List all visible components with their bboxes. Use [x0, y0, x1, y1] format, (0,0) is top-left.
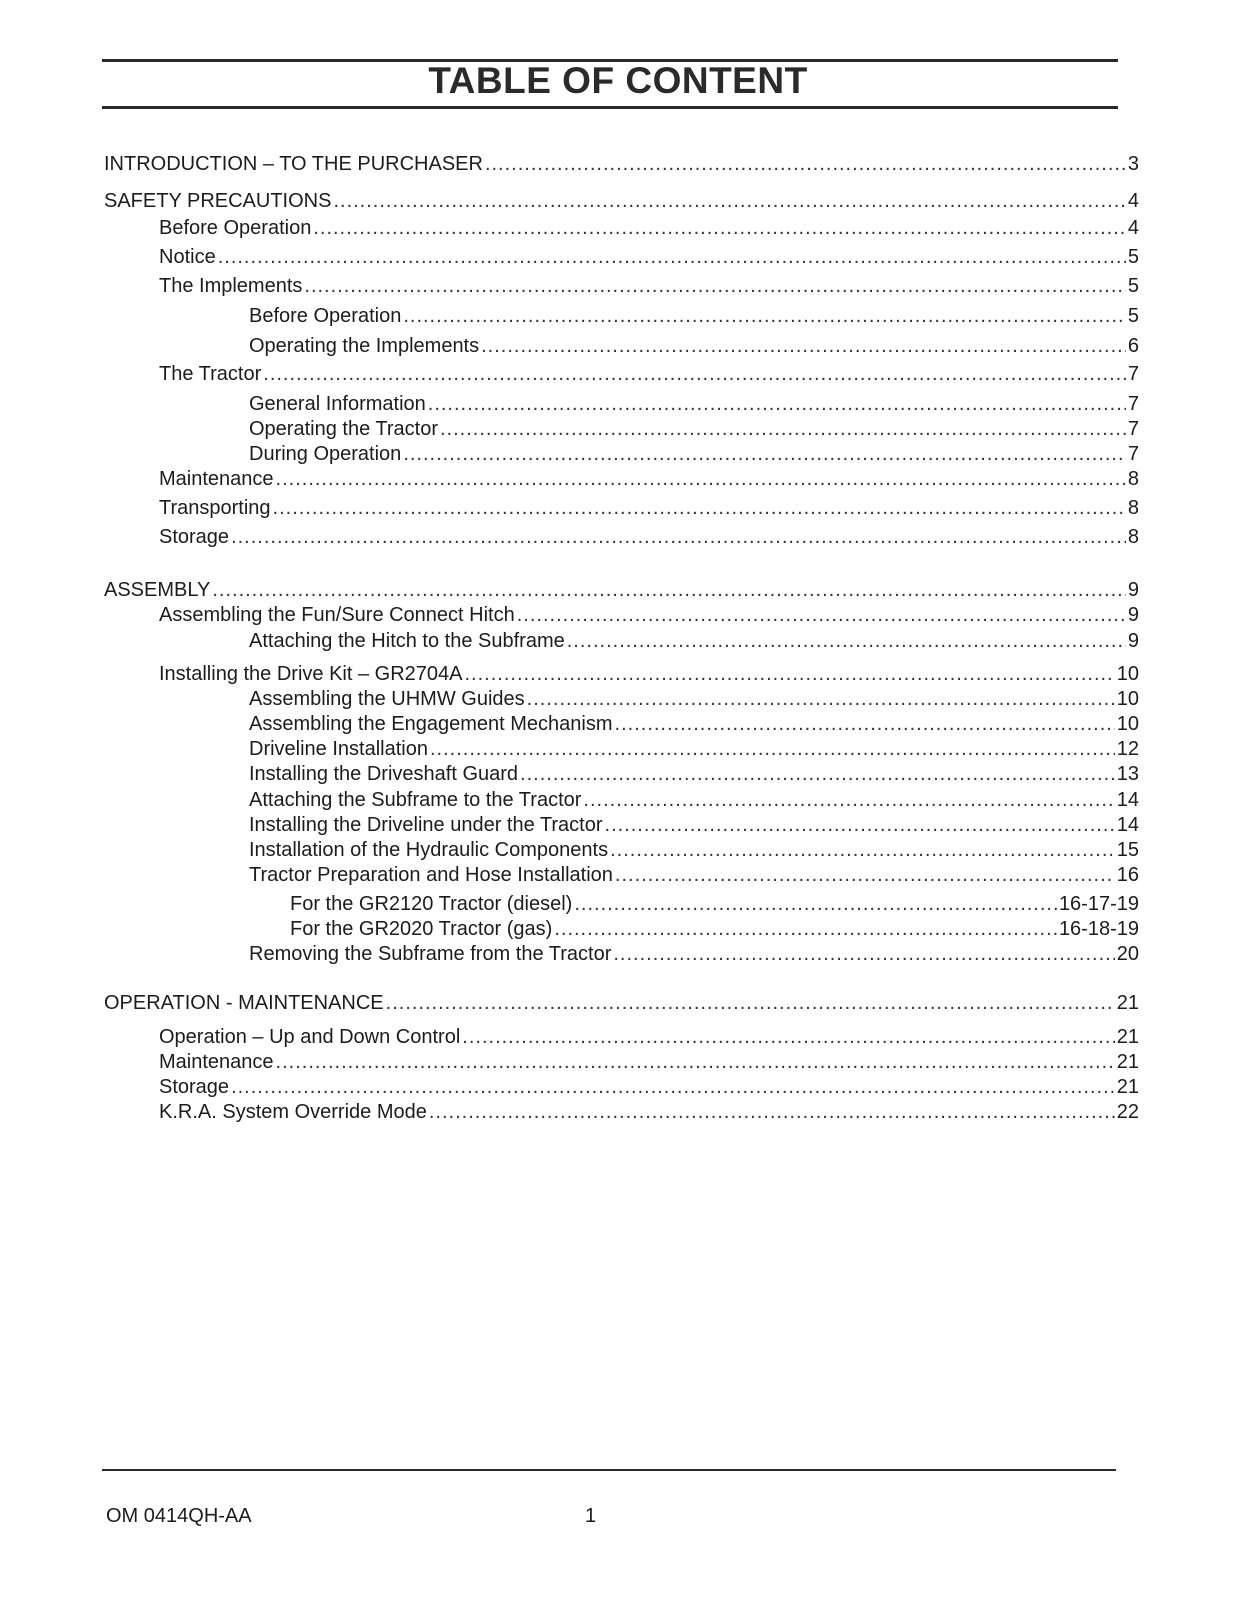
toc-entry	[249, 330, 1139, 358]
toc-entry-label: Installing the Drive Kit – GR2704A	[159, 663, 463, 685]
toc-entry-label: Storage	[159, 526, 230, 548]
toc-leader-dots	[517, 603, 1126, 627]
toc-entry-page: 7	[1127, 363, 1139, 385]
toc-entry-label: Operating the Tractor	[249, 418, 438, 440]
toc-entry-label: SAFETY PRECAUTIONS	[104, 190, 332, 212]
toc-entry-page: 4	[1127, 190, 1139, 212]
toc-entry-label: Transporting	[159, 497, 271, 519]
toc-entry-label: Maintenance	[159, 468, 274, 490]
toc-leader-dots	[273, 496, 1126, 520]
toc-leader-dots	[218, 245, 1126, 269]
toc-leader-dots	[481, 334, 1126, 358]
toc-entry-label: Installing the Driveshaft Guard	[249, 763, 519, 785]
toc-entry	[159, 241, 1139, 269]
toc-leader-dots	[333, 189, 1125, 213]
toc-entry-page: 8	[1127, 526, 1139, 548]
toc-entry-page: 16	[1116, 864, 1139, 886]
toc-leader-dots	[304, 274, 1125, 298]
toc-leader-dots	[615, 863, 1115, 887]
toc-entry-page: 10	[1116, 713, 1139, 735]
toc-leader-dots	[386, 991, 1115, 1015]
toc-entry-page: 16-17-19	[1058, 893, 1139, 915]
toc-leader-dots	[567, 629, 1126, 653]
toc-entry-page: 14	[1116, 814, 1139, 836]
toc-entry-page: 21	[1116, 992, 1139, 1014]
toc-entry	[249, 834, 1139, 862]
toc-entry	[249, 938, 1139, 966]
toc-entry-label: During Operation	[249, 443, 402, 465]
page-title: TABLE OF CONTENT	[428, 60, 808, 101]
toc-entry-page: 8	[1127, 497, 1139, 519]
top-rule-lower	[102, 106, 1118, 109]
toc-entry	[104, 987, 1139, 1015]
toc-entry-label: Attaching the Hitch to the Subframe	[249, 630, 565, 652]
toc-entry	[249, 413, 1139, 441]
toc-entry	[159, 1071, 1139, 1099]
toc-entry	[159, 1021, 1139, 1049]
toc-entry-label: Attaching the Subframe to the Tractor	[249, 789, 582, 811]
toc-entry-label: K.R.A. System Override Mode	[159, 1101, 427, 1123]
toc-entry	[290, 913, 1139, 941]
toc-entry	[249, 625, 1139, 653]
toc-entry-label: Assembling the Fun/Sure Connect Hitch	[159, 604, 515, 626]
toc-entry-label: The Implements	[159, 275, 303, 297]
toc-entry-label: Notice	[159, 246, 216, 268]
toc-entry	[249, 438, 1139, 466]
footer-rule	[102, 1469, 1116, 1471]
toc-entry	[159, 599, 1139, 627]
toc-entry-page: 7	[1127, 443, 1139, 465]
toc-entry	[249, 859, 1139, 887]
toc-entry-label: Before Operation	[249, 305, 402, 327]
toc-entry	[159, 212, 1139, 240]
toc-entry-label: Storage	[159, 1076, 230, 1098]
toc-entry	[104, 185, 1139, 213]
toc-entry	[290, 888, 1139, 916]
toc-entry	[249, 683, 1139, 711]
toc-entry	[159, 270, 1139, 298]
toc-entry-page: 13	[1116, 763, 1139, 785]
page-number: 1	[585, 1505, 597, 1527]
toc-entry-label: Driveline Installation	[249, 738, 428, 760]
toc-leader-dots	[429, 1100, 1115, 1124]
toc-entry-label: OPERATION - MAINTENANCE	[104, 992, 384, 1014]
toc-entry-page: 9	[1127, 579, 1139, 601]
toc-entry	[249, 388, 1139, 416]
toc-entry-label: Before Operation	[159, 217, 312, 239]
toc-entry-page: 14	[1116, 789, 1139, 811]
toc-entry	[159, 658, 1139, 686]
toc-entry-label: Installing the Driveline under the Tractor	[249, 814, 603, 836]
toc-entry-page: 5	[1127, 305, 1139, 327]
toc-entry-page: 4	[1127, 217, 1139, 239]
toc-entry	[159, 463, 1139, 491]
toc-leader-dots	[403, 304, 1126, 328]
document-code: OM 0414QH-AA	[106, 1505, 252, 1527]
toc-entry-label: For the GR2020 Tractor (gas)	[290, 918, 553, 940]
toc-entry-page: 12	[1116, 738, 1139, 760]
toc-leader-dots	[313, 216, 1126, 240]
toc-entry-page: 16-18-19	[1058, 918, 1139, 940]
toc-entry-page: 7	[1127, 418, 1139, 440]
toc-leader-dots	[276, 467, 1126, 491]
toc-entry-page: 10	[1116, 688, 1139, 710]
toc-entry-page: 5	[1127, 275, 1139, 297]
toc-entry-page: 21	[1116, 1051, 1139, 1073]
toc-entry-page: 6	[1127, 335, 1139, 357]
toc-entry-page: 15	[1116, 839, 1139, 861]
toc-entry-label: For the GR2120 Tractor (diesel)	[290, 893, 573, 915]
toc-entry	[249, 809, 1139, 837]
toc-entry	[159, 1046, 1139, 1074]
toc-entry-label: Assembling the Engagement Mechanism	[249, 713, 613, 735]
toc-leader-dots	[231, 525, 1126, 549]
toc-entry	[249, 733, 1139, 761]
toc-entry	[249, 708, 1139, 736]
toc-entry-page: 7	[1127, 393, 1139, 415]
toc-entry-label: General Information	[249, 393, 426, 415]
toc-entry-label: Removing the Subframe from the Tractor	[249, 943, 612, 965]
toc-entry	[104, 148, 1139, 176]
toc-entry-page: 21	[1116, 1076, 1139, 1098]
toc-entry-page: 9	[1127, 604, 1139, 626]
toc-entry	[104, 574, 1139, 602]
toc-entry	[159, 1096, 1139, 1124]
toc-entry-label: Assembling the UHMW Guides	[249, 688, 525, 710]
toc-entry-page: 9	[1127, 630, 1139, 652]
toc-entry-label: ASSEMBLY	[104, 579, 211, 601]
toc-entry	[249, 758, 1139, 786]
toc-entry-page: 21	[1116, 1026, 1139, 1048]
toc-leader-dots	[485, 152, 1126, 176]
toc-entry-page: 8	[1127, 468, 1139, 490]
toc-entry	[249, 784, 1139, 812]
toc-entry	[159, 521, 1139, 549]
toc-entry	[159, 358, 1139, 386]
toc-entry-page: 22	[1116, 1101, 1139, 1123]
toc-entry-page: 5	[1127, 246, 1139, 268]
toc-entry-label: Operation – Up and Down Control	[159, 1026, 461, 1048]
toc-entry-label: Operating the Implements	[249, 335, 480, 357]
toc-leader-dots	[263, 362, 1126, 386]
toc-entry-label: Maintenance	[159, 1051, 274, 1073]
toc-entry-page: 20	[1116, 943, 1139, 965]
toc-entry-label: INTRODUCTION – TO THE PURCHASER	[104, 153, 483, 175]
toc-entry-label: The Tractor	[159, 363, 262, 385]
toc-entry-label: Installation of the Hydraulic Components	[249, 839, 609, 861]
toc-entry-page: 3	[1127, 153, 1139, 175]
toc-leader-dots	[613, 942, 1114, 966]
toc-entry	[159, 492, 1139, 520]
toc-entry	[249, 300, 1139, 328]
toc-entry-label: Tractor Preparation and Hose Installation	[249, 864, 613, 886]
toc-leader-dots	[520, 762, 1115, 786]
toc-entry-page: 10	[1116, 663, 1139, 685]
